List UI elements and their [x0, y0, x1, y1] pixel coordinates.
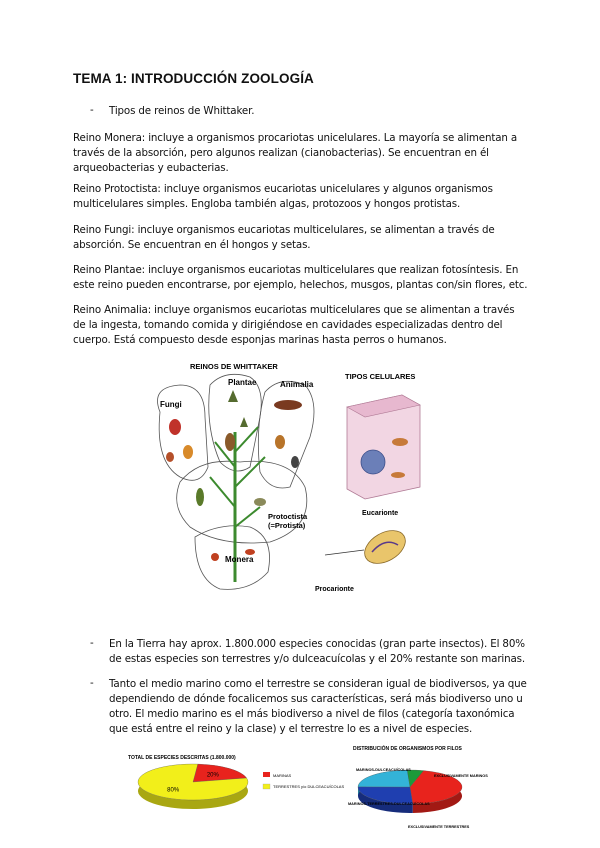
tipos-title: TIPOS CELULARES [345, 372, 416, 381]
legend-swatch-terrestres [263, 784, 270, 789]
bullet-especies: En la Tierra hay aprox. 1.800.000 especies conocidas (gran parte insectos). El 80% de estas especies son terrestres y/o dulceacuícolas y el 20% restante son marinas. [109, 638, 525, 665]
label-procarionte: Procarionte [315, 586, 354, 593]
legend-label: MARINAS [273, 773, 292, 778]
bullet-biodiversidad: Tanto el medio marino como el terrestre se consideran igual de biodiversos, ya que dependiendo de dónde focalicemos sus características, será más biodiverso uno u otro. El medio marino es el más biodiverso a nivel de filos (categoría taxonómica que está entre el reino y la clase) y el terrestre lo es a nivel de especies. [109, 678, 527, 735]
paragraph-fungi: Reino Fungi: incluye organismos eucariotas multicelulares, se alimentan a través de absorción. Se encuentran en él hongos y setas. [73, 224, 495, 251]
paragraph-animalia: Reino Animalia: incluye organismos eucariotas multicelulares que se alimentan a través de la ingesta, tomando comida y dirigiéndose en cavidades especializadas dentro del cuerpo. Está compuesto desde esponjas marinas hasta perros o humanos. [73, 304, 515, 346]
page-title: TEMA 1: INTRODUCCIÓN ZOOLOGÍA [73, 71, 314, 86]
slice-label: EXCLUSIVAMENTE TERRESTRES [408, 825, 470, 829]
plantae-organism [228, 390, 248, 427]
label-protista: (=Protista) [268, 521, 306, 530]
slice-label: MARINOS-TERRESTRES-DULCEACUÍCOLAS [348, 802, 430, 806]
subtitle: Tipos de reinos de Whittaker. [109, 105, 255, 117]
pie-slice [358, 770, 410, 787]
prokaryote-arrow [325, 550, 364, 555]
fungi-organism [183, 445, 193, 459]
label-plantae: Plantae [228, 378, 257, 387]
protoctista-organism [254, 498, 266, 506]
whittaker-figure [140, 357, 460, 602]
fungi-organism [169, 419, 181, 435]
eukaryote-organelle [392, 438, 408, 446]
label-fungi: Fungi [160, 400, 182, 409]
animalia-organism [275, 435, 285, 449]
paragraph-protoctista: Reino Protoctista: incluye organismos eucariotas unicelulares y algunos organismos multicelulares simples. Engloba también algas, protozoos y hongos protistas. [73, 183, 493, 210]
chart-title: TOTAL DE ESPECIES DESCRITAS (1.800.000) [128, 755, 236, 761]
pie-data-label: 80% [167, 787, 180, 794]
reinos-title: REINOS DE WHITTAKER [190, 362, 278, 371]
animalia-lobe [258, 381, 314, 488]
label-eucarionte: Eucarionte [362, 510, 399, 517]
monera-organism [211, 553, 219, 561]
animalia-organism [274, 400, 302, 410]
prokaryote-cell [359, 524, 411, 570]
bullet-marker: - [90, 677, 94, 689]
slice-label: MARINOS-DULCEACUÍCOLAS [356, 768, 411, 772]
eukaryote-nucleus [361, 450, 385, 474]
label-monera: Monera [225, 555, 254, 564]
animalia-organism [291, 456, 299, 468]
pie-data-label: 20% [206, 772, 219, 779]
label-animalia: Animalia [280, 380, 314, 389]
protoctista-organism [196, 488, 204, 506]
slice-label: EXCLUSIVAMENTE MARINOS [434, 774, 488, 778]
paragraph-monera: Reino Monera: incluye a organismos procariotas unicelulares. La mayoría se alimentan a través de la absorción, pero algunos realizan (cianobacterias). Se encuentran en él arqueobacterias y eubacterias. [73, 132, 518, 174]
fungi-organism [166, 452, 174, 462]
label-protoctista: Protoctista [268, 512, 308, 521]
plantae-organism [225, 433, 235, 451]
chart-title: DISTRIBUCIÓN DE ORGANISMOS POR FILOS [353, 746, 462, 752]
protoctista-lobe [177, 461, 307, 543]
tree-branches [210, 427, 265, 527]
chart-organismos-filos [338, 742, 498, 834]
chart-especies-descritas [128, 752, 345, 827]
legend-label: TERRESTRES y/o DULCEACUÍCOLAS [273, 784, 345, 789]
bullet-marker: - [90, 637, 94, 649]
legend-swatch-marinas [263, 772, 270, 777]
eukaryote-organelle [391, 472, 405, 478]
paragraph-plantae: Reino Plantae: incluye organismos eucariotas multicelulares que realizan fotosíntesis. En este reino pueden encontrarse, por ejemplo, helechos, musgos, plantas con/sin flores, etc. [73, 264, 528, 291]
pie-chart-1 [138, 764, 248, 809]
bullet-marker: - [90, 104, 94, 116]
